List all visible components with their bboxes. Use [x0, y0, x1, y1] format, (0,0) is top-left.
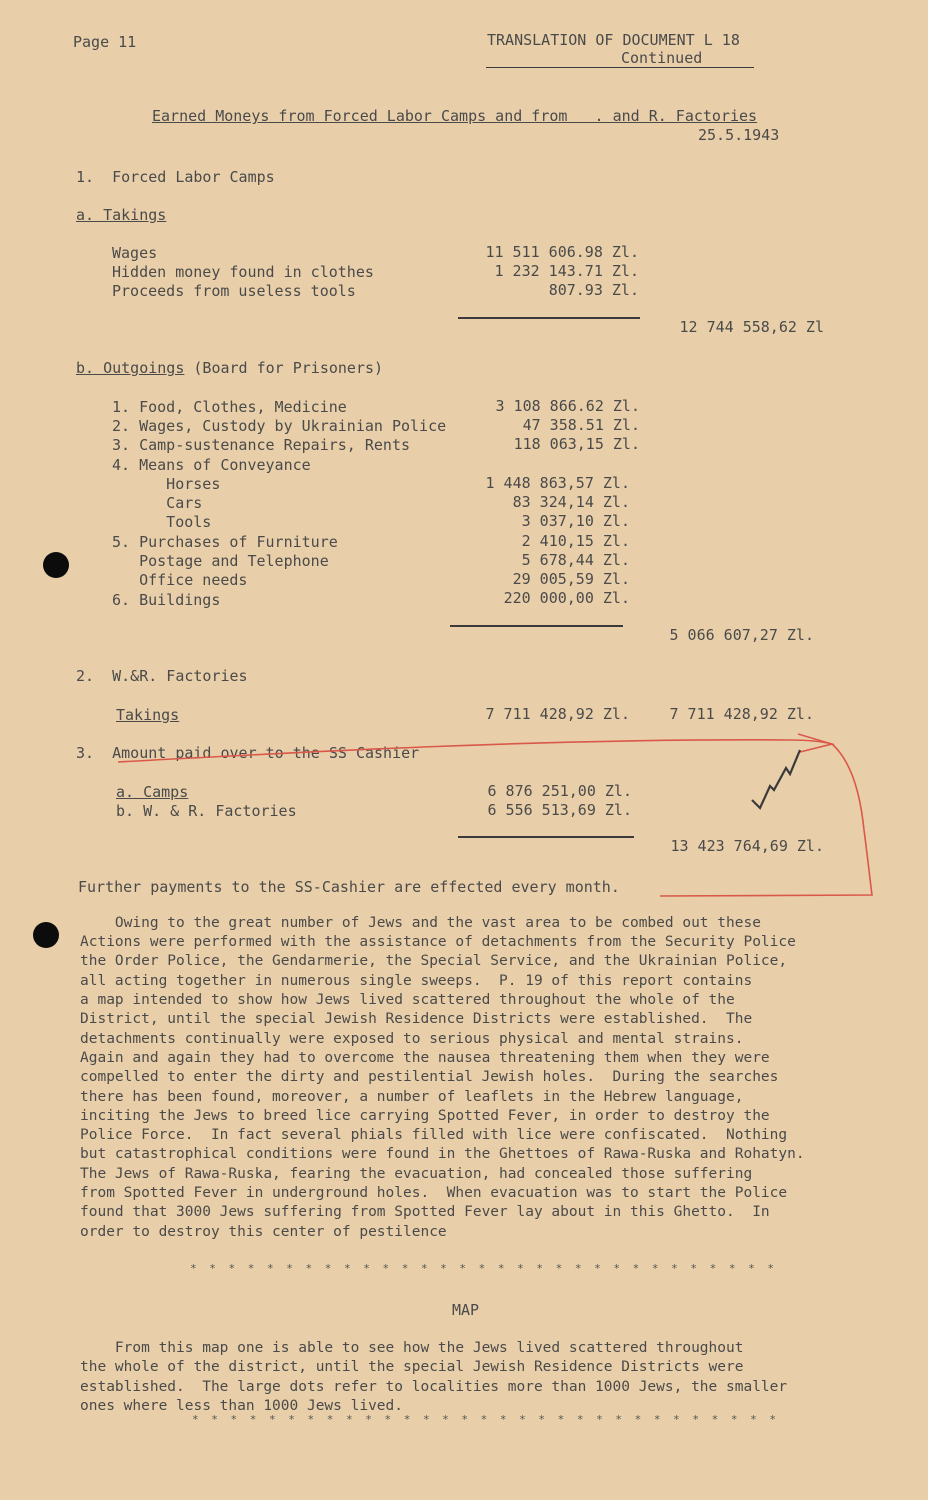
section3-item-text: a. Camps: [116, 783, 189, 801]
body-line: Police Force. In fact several phials filled with lice were confiscated. Nothing: [80, 1127, 788, 1143]
outgoings-item-label: Horses: [112, 475, 221, 493]
map-line: the whole of the district, until the special Jewish Residence Districts were: [80, 1359, 744, 1375]
red-pencil-arrowhead: [798, 734, 832, 752]
outgoings-item-label: 5. Purchases of Furniture: [112, 533, 338, 551]
outgoings-item-label: 4. Means of Conveyance: [112, 456, 311, 474]
document-title: TRANSLATION OF DOCUMENT L 18: [487, 31, 740, 49]
body-line: inciting the Jews to breed lice carrying Spotted Fever, in order to destroy the: [80, 1108, 770, 1124]
page-number: Page 11: [73, 33, 137, 51]
outgoings-heading-note: (Board for Prisoners): [193, 359, 384, 377]
outgoings-item-amount: 29 005,59 Zl.: [512, 570, 630, 588]
section3-title: 3. Amount paid over to the SS Cashier: [76, 744, 420, 762]
punch-hole-bottom: [33, 922, 59, 948]
takings-total: 12 744 558,62 Zl: [679, 318, 824, 336]
body-line: order to destroy this center of pestilence: [80, 1224, 447, 1240]
outgoings-item-label: Office needs: [112, 571, 248, 589]
section3-item-label: b. W. & R. Factories: [116, 802, 297, 820]
body-line: compelled to enter the dirty and pestilential Jewish holes. During the searches: [80, 1069, 779, 1085]
map-line: established. The large dots refer to localities more than 1000 Jews, the smaller: [80, 1379, 788, 1395]
outgoings-item-label: 2. Wages, Custody by Ukrainian Police: [112, 417, 447, 435]
outgoings-item-amount: 1 448 863,57 Zl.: [485, 474, 630, 492]
section3-total: 13 423 764,69 Zl.: [670, 837, 824, 855]
outgoings-item-amount: 3 037,10 Zl.: [521, 512, 630, 530]
body-line: detachments continually were exposed to serious physical and mental strains.: [80, 1031, 744, 1047]
section3-item-amount: 6 556 513,69 Zl.: [487, 801, 632, 819]
body-line: District, until the special Jewish Residence Districts were established. The: [80, 1011, 753, 1027]
section3-item-amount: 6 876 251,00 Zl.: [487, 782, 632, 800]
body-line: Actions were performed with the assistance of detachments from the Security Police: [80, 934, 796, 950]
outgoings-item-label: Cars: [112, 494, 203, 512]
outgoings-item-amount: 118 063,15 Zl.: [513, 435, 640, 453]
outgoings-heading: [76, 359, 383, 377]
outgoings-item-amount: 220 000,00 Zl.: [503, 589, 630, 607]
outgoings-item-label: Tools: [112, 513, 212, 531]
takings-item-amount: 807.93 Zl.: [548, 281, 639, 299]
body-line: Again and again they had to overcome the nausea threatening them when they were: [80, 1050, 770, 1066]
body-line: Owing to the great number of Jews and the vast area to be combed out these: [80, 915, 761, 931]
red-pencil-bracket: [660, 744, 872, 896]
outgoings-item-amount: 2 410,15 Zl.: [521, 532, 630, 550]
section2-title: 2. W.&R. Factories: [76, 667, 248, 685]
outgoings-item-amount: 83 324,14 Zl.: [512, 493, 630, 511]
outgoings-item-amount: 47 358.51 Zl.: [522, 416, 640, 434]
body-line: there has been found, moreover, a number of leaflets in the Hebrew language,: [80, 1089, 744, 1105]
punch-hole-top: [43, 552, 69, 578]
takings-item-label: Wages: [112, 244, 158, 262]
document-subtitle: Continued: [621, 49, 703, 67]
section2-takings-total: 7 711 428,92 Zl.: [669, 705, 814, 723]
outgoings-item-label: 6. Buildings: [112, 591, 221, 609]
outgoings-item-label: 1. Food, Clothes, Medicine: [112, 398, 347, 416]
map-heading: MAP: [452, 1301, 480, 1319]
takings-item-label: Hidden money found in clothes: [112, 263, 374, 281]
takings-item-amount: 11 511 606.98 Zl.: [485, 243, 639, 261]
separator-stars: * * * * * * * * * * * * * * * * * * * * * * * * * * * * * * *: [190, 1262, 777, 1275]
section3-item-label: [116, 783, 188, 801]
body-line: from Spotted Fever in underground holes. When evacuation was to start the Police: [80, 1185, 788, 1201]
header-rule: [486, 67, 754, 68]
pencil-checkmark: [752, 750, 800, 808]
outgoings-heading-label: b. Outgoings: [76, 359, 185, 377]
further-payments-note: Further payments to the SS-Cashier are effected every month.: [78, 878, 620, 896]
outgoings-item-amount: 5 678,44 Zl.: [521, 551, 630, 569]
takings-heading: a. Takings: [76, 206, 167, 224]
map-line: ones where less than 1000 Jews lived.: [80, 1398, 404, 1414]
body-line: all acting together in numerous single sweeps. P. 19 of this report contains: [80, 973, 753, 989]
outgoings-item-label: Postage and Telephone: [112, 552, 329, 570]
body-line: found that 3000 Jews suffering from Spotted Fever lay about in this Ghetto. In: [80, 1204, 770, 1220]
section1-title: 1. Forced Labor Camps: [76, 168, 275, 186]
section2-takings-amount: 7 711 428,92 Zl.: [485, 705, 630, 723]
takings-sum-rule: [458, 317, 640, 319]
report-heading: Earned Moneys from Forced Labor Camps and from . and R. Factories: [152, 107, 758, 125]
body-line: the Order Police, the Gendarmerie, the Special Service, and the Ukrainian Police,: [80, 953, 788, 969]
outgoings-item-amount: 3 108 866.62 Zl.: [495, 397, 640, 415]
body-line: The Jews of Rawa-Ruska, fearing the evacuation, had concealed those suffering: [80, 1166, 753, 1182]
body-line: a map intended to show how Jews lived scattered throughout the whole of the: [80, 992, 735, 1008]
takings-item-label: Proceeds from useless tools: [112, 282, 356, 300]
report-date: 25.5.1943: [698, 126, 780, 144]
takings-item-amount: 1 232 143.71 Zl.: [494, 262, 639, 280]
outgoings-item-label: 3. Camp-sustenance Repairs, Rents: [112, 436, 411, 454]
body-line: but catastrophical conditions were found in the Ghettoes of Rawa-Ruska and Rohatyn.: [80, 1146, 805, 1162]
separator-stars-bottom: * * * * * * * * * * * * * * * * * * * * * * * * * * * * * * *: [192, 1413, 779, 1426]
map-line: From this map one is able to see how the Jews lived scattered throughout: [80, 1340, 744, 1356]
outgoings-total: 5 066 607,27 Zl.: [669, 626, 814, 644]
section3-sum-rule: [458, 836, 634, 838]
outgoings-sum-rule: [450, 625, 623, 627]
section2-takings-label: Takings: [116, 706, 180, 724]
